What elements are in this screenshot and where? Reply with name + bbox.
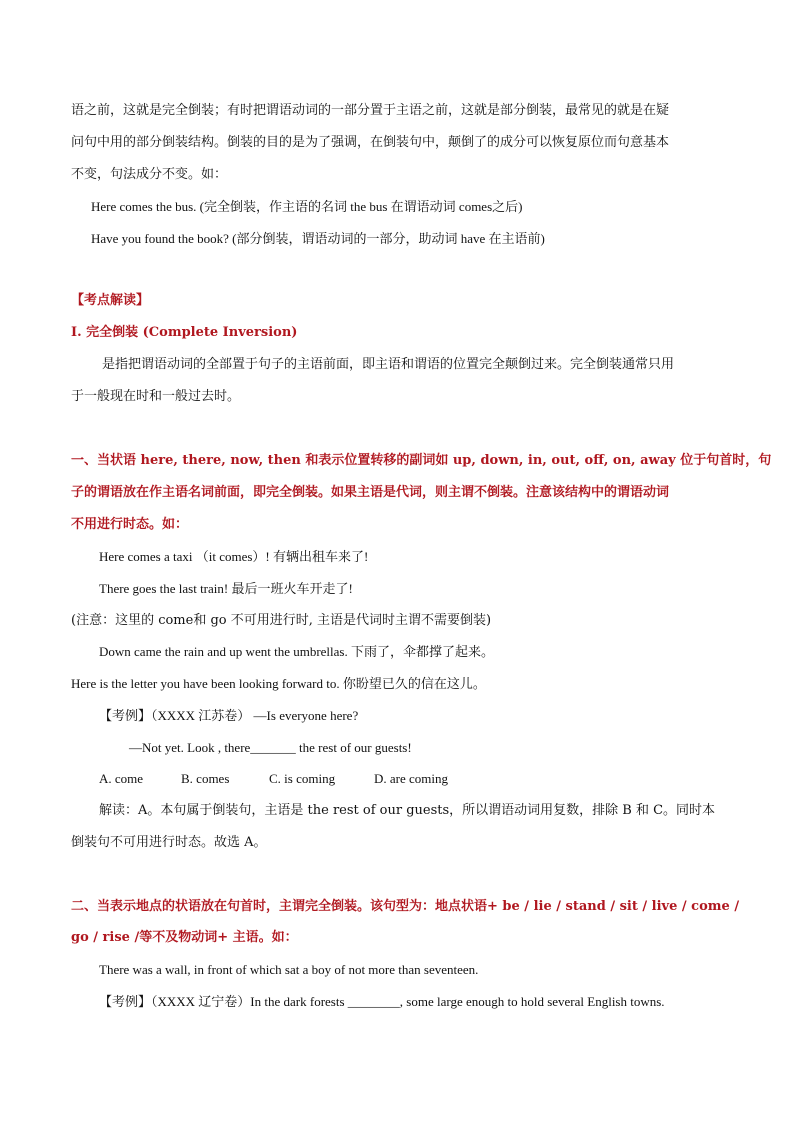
- rule-1-note: (注意：这里的 come和 go 不可用进行时, 主语是代词时主谓不需要倒装): [71, 613, 492, 628]
- option-a: A. come: [99, 771, 144, 786]
- rule-1-example-2: There goes the last train! 最后一班火车开走了!: [99, 581, 353, 596]
- rule-2-line-2: go / rise /等不及物动词+ 主语。如：: [71, 930, 298, 945]
- rule-1-line-2: 子的谓语放在作主语名词前面，即完全倒装。如果主语是代词，则主谓不倒装。注意该结构中的谓语动词: [71, 485, 670, 500]
- answer-line-2: 倒装句不可用进行时态。故选 A。: [71, 835, 267, 850]
- intro-example-2: Have you found the book? (部分倒装，谓语动词的一部分，助动词 have 在主语前): [91, 231, 545, 246]
- rule-1-line-3: 不用进行时态。如：: [71, 517, 189, 532]
- rule-1-example-4: Here is the letter you have been looking forward to. 你盼望已久的信在这儿。: [71, 676, 486, 691]
- definition-line-2: 于一般现在时和一般过去时。: [71, 389, 241, 404]
- section-title: Ⅰ. 完全倒装 (Complete Inversion): [71, 325, 298, 340]
- exam-question-1: 【考例】（XXXX 江苏卷） —Is everyone here?: [99, 708, 359, 723]
- exam-options: [99, 771, 448, 787]
- exam-question-1-prompt: —Not yet. Look , there_______ the rest of our guests!: [129, 740, 412, 755]
- intro-line-2: 问句中用的部分倒装结构。倒装的目的是为了强调，在倒装句中，颠倒了的成分可以恢复原位而句意基本: [71, 135, 670, 150]
- option-c: C. is coming: [269, 771, 336, 786]
- intro-example-1: Here comes the bus. (完全倒装，作主语的名词 the bus 在谓语动词 comes之后): [91, 199, 523, 214]
- intro-line-3: 不变，句法成分不变。如：: [71, 167, 228, 182]
- option-b: B. comes: [181, 771, 230, 786]
- analysis-heading: 【考点解读】: [71, 293, 150, 308]
- rule-1-example-1: Here comes a taxi （it comes）! 有辆出租车来了!: [99, 549, 369, 564]
- rule-1-example-3: Down came the rain and up went the umbrellas. 下雨了，伞都撑了起来。: [99, 644, 494, 659]
- definition-line-1: 是指把谓语动词的全部置于句子的主语前面，即主语和谓语的位置完全颠倒过来。完全倒装通常只用: [102, 357, 675, 372]
- rule-1-line-1: 一、当状语 here, there, now, then 和表示位置转移的副词如 up, down, in, out, off, on, away 位于句首时，句: [71, 453, 772, 468]
- answer-line-1: 解读：A。本句属于倒装句，主语是 the rest of our guests，所以谓语动词用复数，排除 B 和 C。同时本: [99, 803, 716, 818]
- option-d: D. are coming: [374, 771, 449, 786]
- rule-2-example-1: There was a wall, in front of which sat a boy of not more than seventeen.: [99, 962, 479, 977]
- exam-question-2: 【考例】（XXXX 辽宁卷）In the dark forests ________, some large enough to hold several English towns.: [99, 994, 665, 1009]
- rule-2-line-1: 二、当表示地点的状语放在句首时，主谓完全倒装。该句型为：地点状语+ be / lie / stand / sit / live / come /: [71, 899, 740, 914]
- intro-line-1: 语之前，这就是完全倒装；有时把谓语动词的一部分置于主语之前，这就是部分倒装，最常见的就是在疑: [71, 103, 670, 118]
